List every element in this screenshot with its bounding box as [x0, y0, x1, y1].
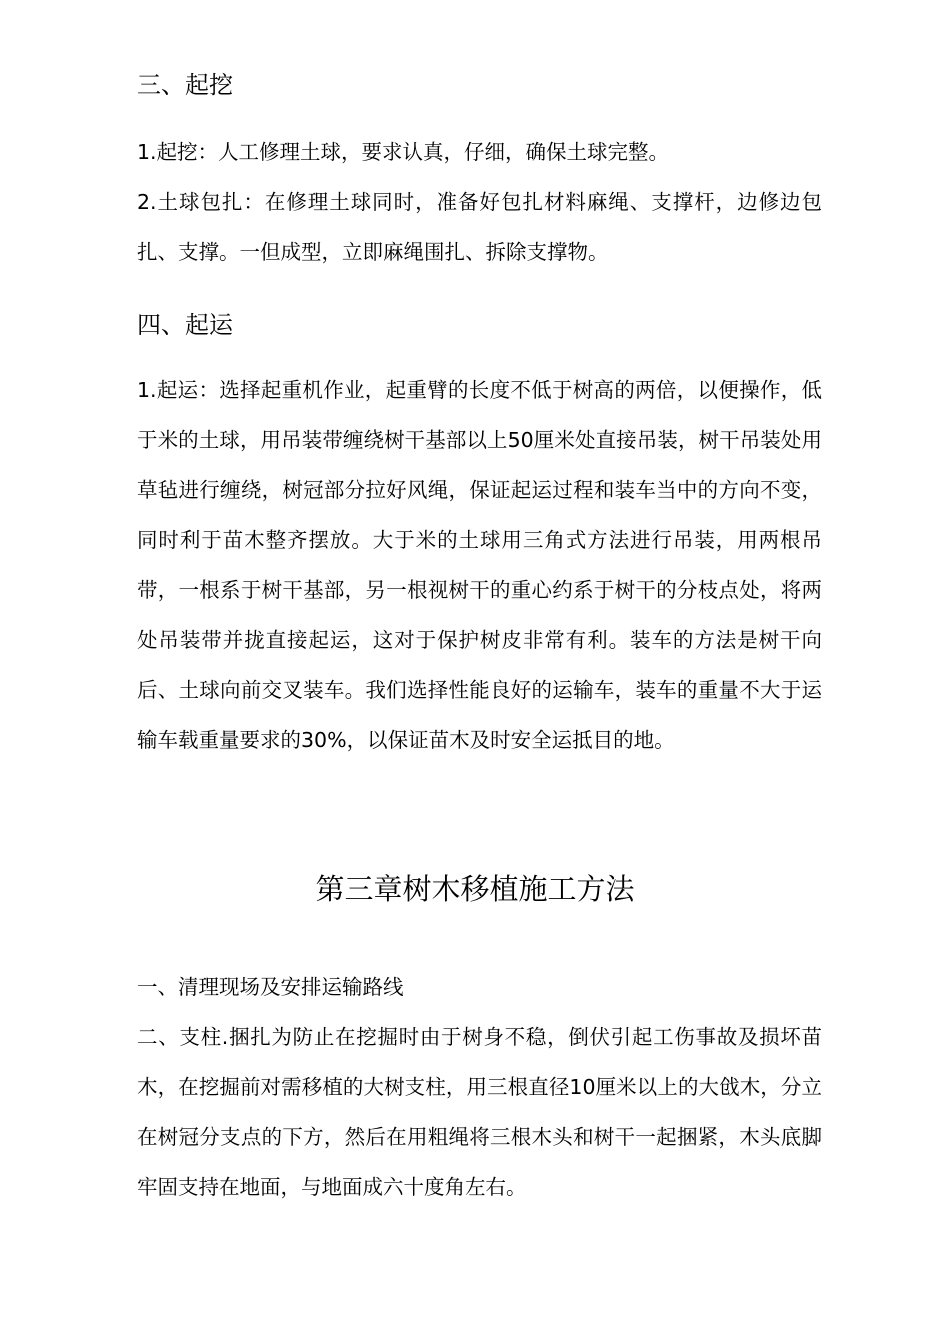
paragraph: 一、清理现场及安排运输路线 [137, 975, 404, 999]
paragraph: 1.起运：选择起重机作业，起重臂的长度不低于树高的两倍，以便操作，低于米的土球，用吊装带缠绕树干基部以上50厘米处直接吊装，树干吊装处用草毡进行缠绕，树冠部分拉好风绳，保证起运过程和装车当中的方向不变，同时利于苗木整齐摆放。大于米的土球用三角式方法进行吊装，用两根吊带，一根系于树干基部，另一根视树干的重心约系于树干的分枝点处，将两处吊装带并拢直接起运，这对于保护树皮非常有利。装车的方法是树干向后、土球向前交叉装车。我们选择性能良好的运输车，装车的重量不大于运输车载重量要求的30%，以保证苗木及时安全运抵目的地。 [137, 378, 822, 752]
paragraph: 2.土球包扎：在修理土球同时，准备好包扎材料麻绳、支撑杆，边修边包扎、支撑。一但成型，立即麻绳围扎、拆除支撑物。 [137, 190, 822, 264]
chapter-body [137, 962, 822, 1212]
paragraph: 1.起挖：人工修理土球，要求认真，仔细，确保土球完整。 [137, 140, 670, 164]
paragraph: 二、支柱.捆扎为防止在挖掘时由于树身不稳，倒伏引起工伤事故及损坏苗木，在挖掘前对需移植的大树支柱，用三根直径10厘米以上的大戗木，分立在树冠分支点的下方，然后在用粗绳将三根木头和树干一起捆紧，木头底脚牢固支持在地面，与地面成六十度角左右。 [137, 1025, 822, 1199]
section-heading-3 [137, 70, 822, 100]
section-heading-text: 三、起挖 [137, 71, 233, 99]
chapter-title: 第三章树木移植施工方法 [315, 872, 635, 906]
section-heading-4 [137, 310, 822, 340]
section-heading-text: 四、起运 [137, 311, 233, 339]
section-4-body [137, 365, 822, 765]
section-3-body [137, 127, 822, 277]
